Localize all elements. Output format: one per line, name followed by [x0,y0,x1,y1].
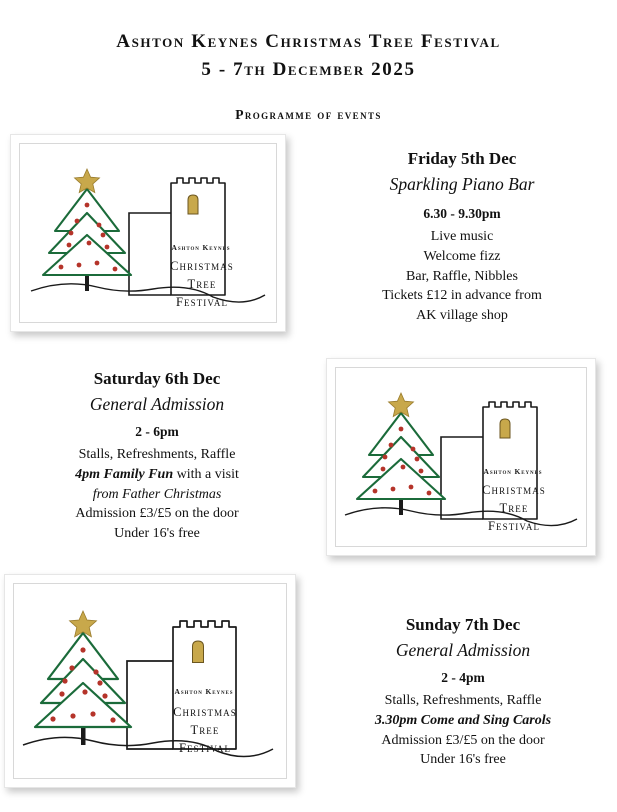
poster-caption-word-3: Festival [175,295,229,310]
page-subtitle: Programme of events [235,107,382,123]
poster-caption-word-2: Tree [190,723,220,738]
poster-caption-word-3: Festival [178,741,232,756]
event-detail-line: Bar, Raffle, Nibbles [406,268,518,284]
event-day-friday: Friday 5th Dec [407,149,517,168]
event-detail-italic: from Father Christmas [92,486,222,502]
page-title-line-2: 5 - 7th December 2025 [201,58,416,80]
event-detail-line [8,485,306,505]
event-detail-line: AK village shop [416,308,508,324]
event-block-sunday [318,614,608,770]
poster-caption-location: Ashton Keynes [483,467,543,476]
poster-caption-title [441,481,587,535]
event-details-saturday [8,445,306,544]
poster-caption-title [127,703,283,757]
event-details-friday [318,227,606,326]
event-detail-line: Under 16's free [420,752,506,768]
poster-caption-word-3: Festival [487,519,541,534]
event-detail-tail: with a visit [173,466,239,482]
event-subtitle-sunday: General Admission [395,639,531,660]
event-detail-line: Stalls, Refreshments, Raffle [78,446,236,462]
event-block-saturday [8,368,306,544]
festival-poster-image-3 [4,574,296,788]
page-header [0,0,617,123]
poster-caption-title [129,257,275,311]
poster-caption-word-1: Christmas [173,705,237,719]
event-detail-line: Under 16's free [114,526,200,542]
poster-caption-word-1: Christmas [482,483,546,497]
event-subtitle-friday: Sparkling Piano Bar [389,173,535,194]
event-detail-line-family-fun [8,465,306,485]
poster-caption-location: Ashton Keynes [171,243,231,252]
event-block-friday [318,148,606,326]
event-detail-line-carols: 3.30pm Come and Sing Carols [374,712,552,728]
festival-poster-image-1 [10,134,286,332]
event-detail-line: Tickets £12 in advance from [382,288,542,304]
event-detail-line: Live music [430,228,494,244]
poster-caption-word-2: Tree [499,501,529,516]
poster-caption-word-1: Christmas [170,259,234,273]
poster-caption-word-2: Tree [187,277,217,292]
event-detail-line: Admission £3/£5 on the door [75,506,239,522]
event-time-sunday: 2 - 4pm [441,670,485,686]
event-detail-line: Welcome fizz [423,248,501,264]
page-title-line-1: Ashton Keynes Christmas Tree Festival [116,31,501,52]
event-day-saturday: Saturday 6th Dec [93,369,221,388]
event-subtitle-saturday: General Admission [89,393,225,414]
event-detail-line: Admission £3/£5 on the door [381,732,545,748]
event-details-sunday [318,691,608,771]
event-detail-emphasis: 4pm Family Fun [75,466,174,482]
festival-poster-image-2 [326,358,596,556]
event-time-saturday: 2 - 6pm [135,424,179,440]
poster-caption-location: Ashton Keynes [174,687,234,696]
event-time-friday: 6.30 - 9.30pm [423,206,501,222]
event-detail-line: Stalls, Refreshments, Raffle [384,692,542,708]
event-day-sunday: Sunday 7th Dec [405,615,521,634]
